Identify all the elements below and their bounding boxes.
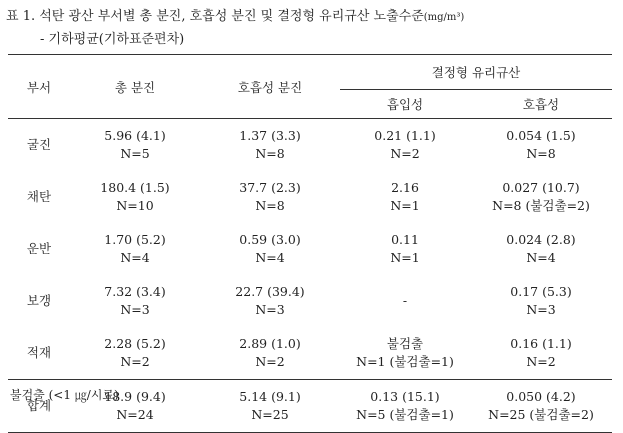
cell-value: 0.21 (1.1): [374, 128, 436, 143]
cell-n: N=1: [390, 198, 420, 213]
cell-n: N=10: [116, 198, 154, 213]
cell-n: N=8: [526, 146, 556, 161]
cell: [200, 380, 340, 433]
cell-n: N=24: [116, 407, 154, 422]
cell-value: 0.027 (10.7): [502, 180, 580, 195]
table-row: [8, 223, 612, 275]
header-dept: 부서: [26, 79, 52, 95]
cell-n: N=2: [390, 146, 420, 161]
cell-value: 2.16: [391, 180, 419, 195]
cell-n: N=4: [526, 250, 556, 265]
table-row: [8, 275, 612, 327]
cell-value: 0.054 (1.5): [506, 128, 576, 143]
cell: [70, 223, 200, 275]
caption-unit: (mg/m³): [423, 12, 465, 23]
cell-value: 37.7 (2.3): [239, 180, 301, 195]
cell-value: 0.11: [391, 232, 419, 247]
cell-n: N=2: [255, 354, 285, 369]
row-dept: 보갱: [26, 293, 52, 308]
cell-n: N=2: [526, 354, 556, 369]
cell-value: 2.28 (5.2): [104, 336, 166, 351]
cell-n: N=1 (불검출=1): [356, 354, 454, 369]
cell: [200, 275, 340, 327]
cell: [200, 223, 340, 275]
cell: [70, 119, 200, 172]
cell: [200, 119, 340, 172]
cell-value: 2.89 (1.0): [239, 336, 301, 351]
cell: [470, 380, 612, 433]
cell-value: 0.050 (4.2): [506, 389, 576, 404]
table-row: [8, 171, 612, 223]
cell-value: 0.024 (2.8): [506, 232, 576, 247]
cell-n: N=3: [120, 302, 150, 317]
cell-n: N=25: [251, 407, 289, 422]
cell-value: 180.4 (1.5): [100, 180, 170, 195]
row-dept: 적재: [26, 345, 52, 360]
cell-n: N=5 (불검출=1): [356, 407, 454, 422]
cell-n: N=4: [255, 250, 285, 265]
cell-n: N=25 (불검출=2): [488, 407, 594, 422]
cell: [340, 223, 470, 275]
cell-n: N=4: [120, 250, 150, 265]
cell-value: 0.13 (15.1): [370, 389, 440, 404]
cell-value: 불검출: [386, 336, 424, 351]
cell-n: N=8: [255, 146, 285, 161]
cell-value: -: [402, 293, 408, 308]
cell-value: 1.70 (5.2): [104, 232, 166, 247]
header-resp-dust: 호흡성 분진: [237, 79, 303, 95]
cell-value: 7.32 (3.4): [104, 284, 166, 299]
header-inhalable: 흡입성: [340, 90, 470, 119]
cell: [470, 275, 612, 327]
cell: [70, 327, 200, 380]
cell: [70, 171, 200, 223]
cell-n: N=8: [255, 198, 285, 213]
cell-n: N=3: [255, 302, 285, 317]
cell-n: N=3: [526, 302, 556, 317]
cell-value: 0.16 (1.1): [510, 336, 572, 351]
row-dept: 채탄: [26, 189, 52, 204]
cell: [340, 327, 470, 380]
caption-text: 표 1. 석탄 광산 부서별 총 분진, 호흡성 분진 및 결정형 유리규산 노출수준: [6, 9, 424, 24]
cell: [200, 327, 340, 380]
row-dept: 굴진: [26, 137, 52, 152]
cell-value: 1.37 (3.3): [239, 128, 301, 143]
header-total-dust: 총 분진: [114, 79, 156, 95]
cell-value: 5.14 (9.1): [239, 389, 301, 404]
cell-value: 0.59 (3.0): [239, 232, 301, 247]
table-row: [8, 119, 612, 172]
table-caption: [6, 6, 464, 51]
cell: [340, 380, 470, 433]
cell: [470, 327, 612, 380]
header-respirable: 호흡성: [470, 90, 612, 119]
cell: [340, 119, 470, 172]
cell-n: N=1: [390, 250, 420, 265]
cell-n: N=2: [120, 354, 150, 369]
cell: [70, 275, 200, 327]
header-silica: 결정형 유리규산: [431, 65, 521, 80]
table-row: [8, 327, 612, 380]
cell: [470, 171, 612, 223]
exposure-table: [8, 54, 612, 433]
cell-n: N=8 (불검출=2): [492, 198, 590, 213]
caption-subtitle: - 기하평균(기하표준편차): [40, 32, 185, 47]
row-dept: 합계: [26, 398, 52, 413]
cell-value: 22.7 (39.4): [235, 284, 305, 299]
cell: [470, 119, 612, 172]
table-footnote: 불검출 (<1 ㎍/시료): [10, 388, 119, 402]
row-dept: 운반: [26, 241, 52, 256]
cell-n: N=5: [120, 146, 150, 161]
cell-value: 5.96 (4.1): [104, 128, 166, 143]
cell-value: 18.9 (9.4): [104, 389, 166, 404]
cell-value: 0.17 (5.3): [510, 284, 572, 299]
cell: [200, 171, 340, 223]
cell: [340, 171, 470, 223]
cell: [340, 275, 470, 327]
caption-title: [6, 6, 464, 29]
cell: [470, 223, 612, 275]
